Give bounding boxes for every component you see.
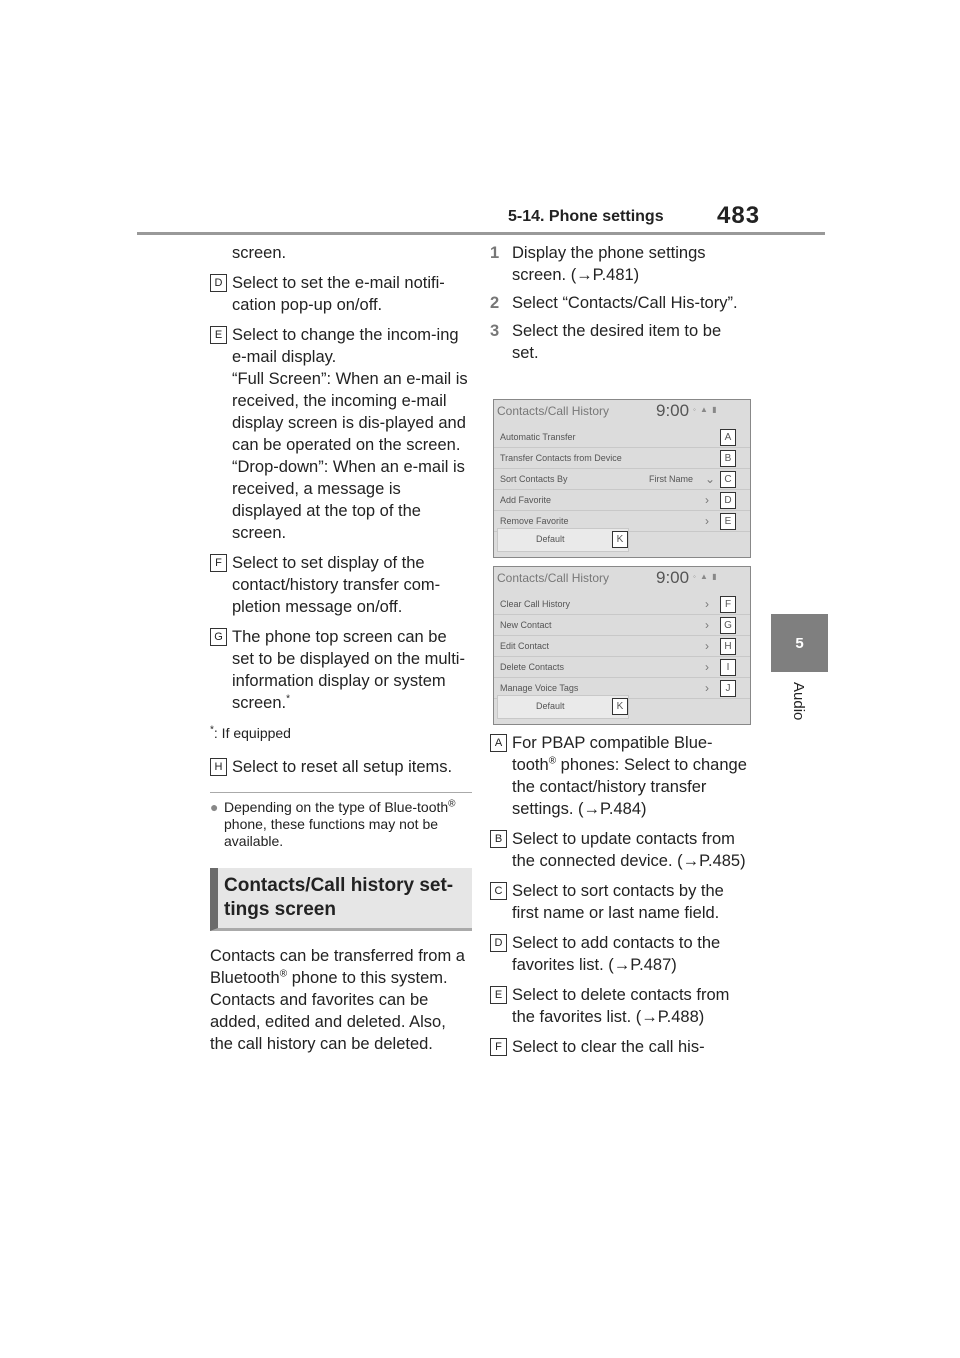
header-rule [137,232,825,235]
step-text: Select the desired item to be set. [512,322,722,362]
chevron-right-icon: › [705,493,709,507]
row-label: Edit Contact [500,641,550,651]
registered-mark: ® [279,968,288,980]
list-item-e [210,324,472,544]
list-item-a [490,732,752,820]
callout-badge: D [720,492,736,509]
chevron-down-icon: ⌄ [705,472,716,486]
chevron-right-icon: › [705,681,709,695]
left-column [210,242,472,1055]
footnote [210,722,472,744]
letter-badge: E [210,326,227,344]
letter-badge: C [490,882,507,900]
letter-badge: G [210,628,227,646]
row-label: Delete Contacts [500,662,565,672]
item-text-a: For PBAP compatible Blue-tooth [512,734,713,774]
letter-badge: B [490,830,507,848]
chapter-tab: 5 [771,614,828,672]
asterisk: * [286,693,291,705]
item-text: The phone top screen can be set to be displayed on the multi-information display or system screen. [232,628,465,712]
list-item-f [490,1036,752,1058]
item-text: Select to reset all setup items. [232,758,453,776]
step-number: 2 [490,294,500,312]
setting-row-delete-contacts[interactable] [494,657,750,678]
intro-text: screen. [232,244,287,262]
item-text: Select to set display of the contact/history transfer com-pletion message on/off. [232,554,441,616]
callout-badge: K [612,698,628,715]
screen-clock: 9:00 [656,568,690,587]
list-item-c [490,880,752,924]
item-text: Select to change the incom-ing e-mail display. “Full Screen”: When an e-mail is received, the incoming e-mail display screen is dis-played and can be operated on the screen. “Drop-down”: When an e-mail is received, a message is displayed at the top of the screen. [232,326,468,542]
row-label: Add Favorite [500,495,552,505]
bullet-icon: ● [210,799,219,815]
default-label: Default [536,534,565,544]
callout-badge: I [720,659,736,676]
screen-title: Contacts/Call History [497,404,610,418]
right-column-items [490,732,752,1066]
letter-badge: E [490,986,507,1004]
asterisk: * [210,724,214,736]
body-text-a: Contacts can be transferred from a Bluetooth [210,947,465,987]
row-label: New Contact [500,620,552,630]
default-button[interactable] [497,528,629,552]
letter-badge: F [210,554,227,572]
item-text: Select to set the e-mail notifi-cation pop-up on/off. [232,274,445,314]
chevron-right-icon: › [705,660,709,674]
note-text-a: Depending on the type of Blue-tooth [224,799,449,815]
settings-screen-2 [493,566,751,725]
page-number: 483 [717,202,761,229]
section-heading: Contacts/Call history set-tings screen [210,868,472,931]
section-title: 5-14. Phone settings [508,208,664,225]
row-value: First Name [649,474,694,484]
callout-badge: B [720,450,736,467]
list-item-f [210,552,472,618]
callout-badge: G [720,617,736,634]
row-label: Manage Voice Tags [500,683,579,693]
status-icons: ◦ ▲ ▮ [693,572,718,581]
note [210,799,472,850]
step-number: 1 [490,244,500,262]
default-label: Default [536,701,565,711]
note-divider [210,792,472,793]
item-text: Select to update contacts from the connected device. (→P.485) [512,830,746,870]
settings-screen-1 [493,399,751,558]
row-label: Remove Favorite [500,516,569,526]
chevron-right-icon: › [705,618,709,632]
step-text: Display the phone settings screen. (→P.481) [512,244,706,284]
chevron-right-icon: › [705,639,709,653]
callout-badge: K [612,531,628,548]
status-icons: ◦ ▲ ▮ [693,405,718,414]
right-column [490,242,752,370]
setting-row-transfer-contacts[interactable] [494,448,750,469]
callout-badge: C [720,471,736,488]
row-label: Transfer Contacts from Device [500,453,622,463]
letter-badge: A [490,734,507,752]
letter-badge: H [210,758,227,776]
callout-badge: F [720,596,736,613]
chapter-label: Audio [790,682,807,721]
body-text-b: phone to this system. Contacts and favorites can be added, edited and deleted. Also, the call history can be deleted. [210,969,448,1053]
item-text-b: phones: Select to change the contact/history transfer settings. (→P.484) [512,756,747,818]
default-button[interactable] [497,695,629,719]
screen-title: Contacts/Call History [497,571,610,585]
registered-mark: ® [448,798,456,810]
letter-badge: D [210,274,227,292]
list-item-d [490,932,752,976]
list-item-h [210,756,472,778]
note-text-b: phone, these functions may not be available. [224,816,439,849]
callout-badge: J [720,680,736,697]
footnote-text: : If equipped [213,725,291,741]
step-text: Select “Contacts/Call His-tory”. [512,294,738,312]
registered-mark: ® [548,755,557,767]
item-text: Select to clear the call his- [512,1038,705,1056]
setting-row-clear-call-history[interactable] [494,594,750,615]
list-item-g [210,626,472,714]
row-label: Sort Contacts By [500,474,568,484]
setting-row-edit-contact[interactable] [494,636,750,657]
item-text: Select to add contacts to the favorites list. (→P.487) [512,934,721,974]
setting-row-add-favorite[interactable] [494,490,750,511]
callout-badge: H [720,638,736,655]
item-text: Select to sort contacts by the first name or last name field. [512,882,724,922]
screen-clock: 9:00 [656,401,690,420]
step-number: 3 [490,322,500,340]
setting-row-new-contact[interactable] [494,615,750,636]
letter-badge: F [490,1038,507,1056]
chevron-right-icon: › [705,514,709,528]
list-item-d [210,272,472,316]
list-item-b [490,828,752,872]
step-3 [490,320,752,364]
step-1 [490,242,752,286]
row-label: Automatic Transfer [500,432,576,442]
callout-badge: A [720,429,736,446]
letter-badge: D [490,934,507,952]
chevron-right-icon: › [705,597,709,611]
setting-row-sort-contacts[interactable] [494,469,750,490]
body-paragraph [210,945,472,1055]
callout-badge: E [720,513,736,530]
step-2 [490,292,752,314]
item-text: Select to delete contacts from the favorites list. (→P.488) [512,986,730,1026]
row-label: Clear Call History [500,599,571,609]
list-item-e [490,984,752,1028]
setting-row-automatic-transfer[interactable] [494,427,750,448]
